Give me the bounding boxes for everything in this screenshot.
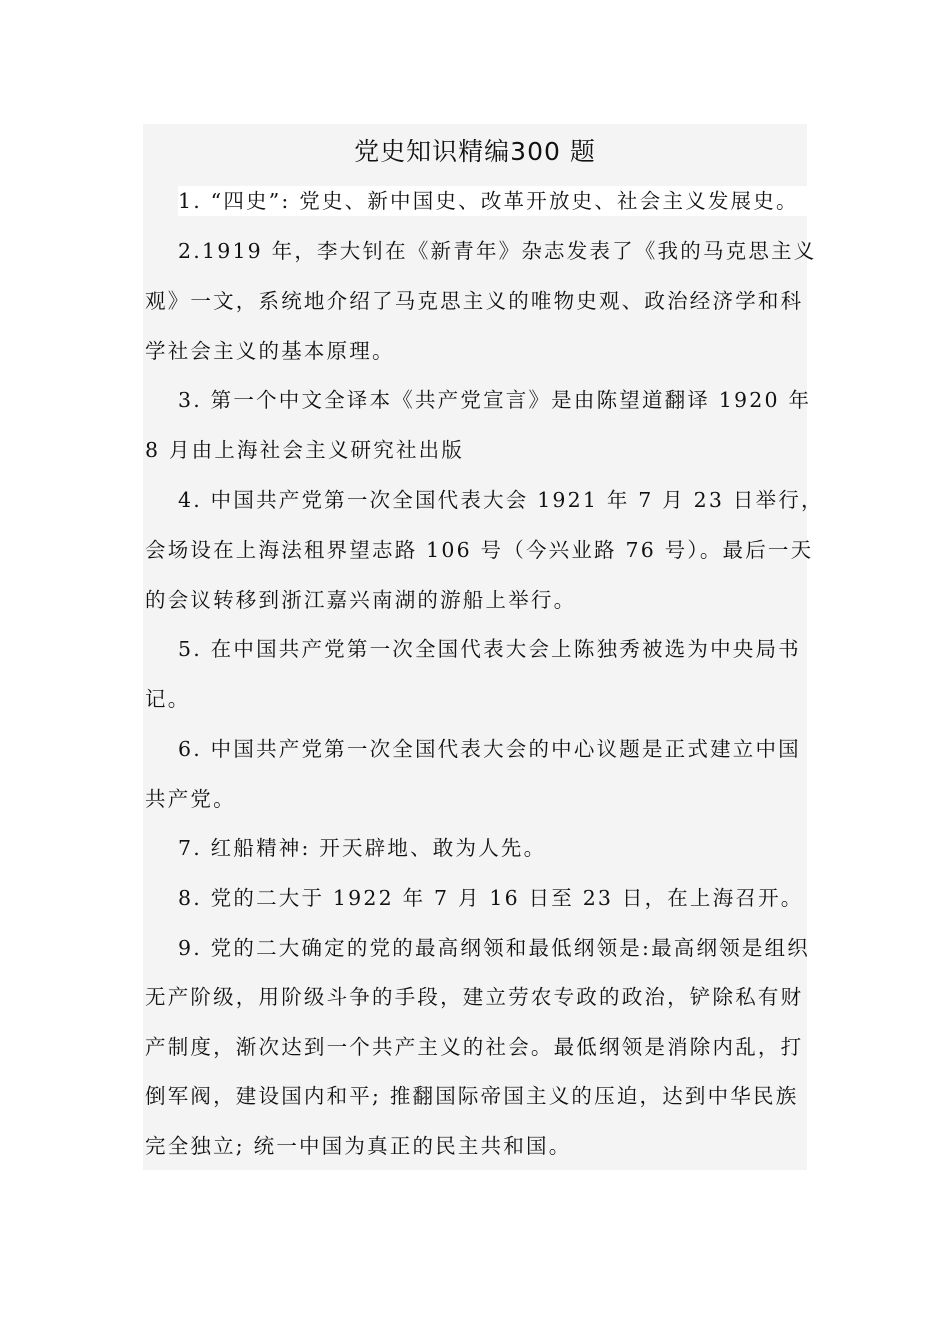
paragraph-9-line-1: 9. 党的二大确定的党的最高纲领和最低纲领是:最高纲领是组织 — [178, 936, 810, 960]
paragraph-9-line-3: 产制度，渐次达到一个共产主义的社会。最低纲领是消除内乱，打 — [145, 1035, 804, 1059]
paragraph-2-line-2: 观》一文，系统地介绍了马克思主义的唯物史观、政治经济学和科 — [145, 289, 804, 313]
paragraph-9-line-4: 倒军阀，建设国内和平; 推翻国际帝国主义的压迫，达到中华民族 — [145, 1084, 799, 1108]
paragraph-6-line-1: 6. 中国共产党第一次全国代表大会的中心议题是正式建立中国 — [178, 737, 801, 761]
paragraph-2-line-3: 学社会主义的基本原理。 — [145, 339, 395, 363]
paragraph-4-line-1: 4. 中国共产党第一次全国代表大会 1921 年 7 月 23 日举行， — [178, 488, 824, 512]
paragraph-4-line-3: 的会议转移到浙江嘉兴南湖的游船上举行。 — [145, 588, 577, 612]
paragraph-9-line-2: 无产阶级，用阶级斗争的手段，建立劳农专政的政治，铲除私有财 — [145, 985, 804, 1009]
paragraph-5-line-1: 5. 在中国共产党第一次全国代表大会上陈独秀被选为中央局书 — [178, 637, 801, 661]
paragraph-2-line-1: 2.1919 年，李大钊在《新青年》杂志发表了《我的马克思主义 — [178, 239, 817, 263]
paragraph-8-line-1: 8. 党的二大于 1922 年 7 月 16 日至 23 日，在上海召开。 — [178, 886, 804, 910]
paragraph-5-line-2: 记。 — [145, 687, 191, 711]
document-title: 党史知识精编300 题 — [354, 137, 596, 166]
paragraph-3-line-1: 3. 第一个中文全译本《共产党宣言》是由陈望道翻译 1920 年 — [178, 388, 812, 412]
paragraph-4-line-2: 会场设在上海法租界望志路 106 号（今兴业路 76 号）。最后一天 — [145, 538, 814, 562]
paragraph-6-line-2: 共产党。 — [145, 787, 236, 811]
paragraph-3-line-2: 8 月由上海社会主义研究社出版 — [145, 438, 465, 462]
paragraph-1-line-1: 1. “四史”: 党史、新中国史、改革开放史、社会主义发展史。 — [178, 186, 809, 216]
paragraph-9-line-5: 完全独立; 统一中国为真正的民主共和国。 — [145, 1134, 572, 1158]
paragraph-7-line-1: 7. 红船精神: 开天辟地、敢为人先。 — [178, 836, 547, 860]
